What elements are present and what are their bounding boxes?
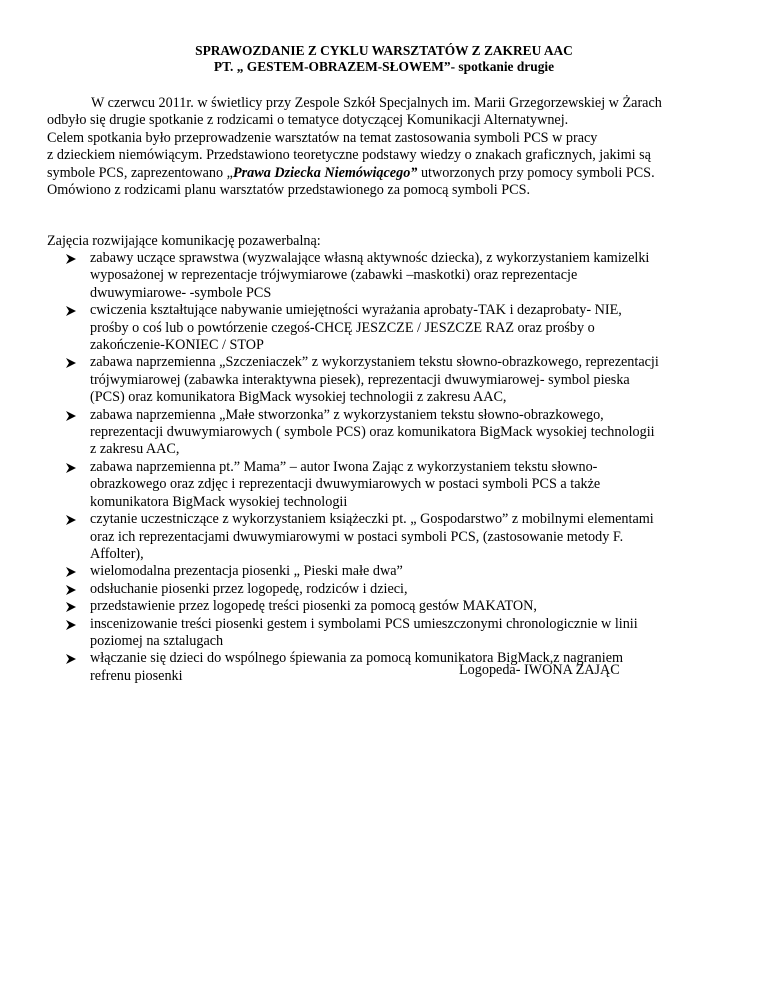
arrow-bullet-icon: [66, 654, 76, 664]
activity-text-line: refrenu piosenki: [90, 667, 183, 684]
activity-text-line: oraz ich reprezentacjami dwuwymiarowymi w postaci symboli PCS, (zastosowanie metody F.: [90, 528, 624, 545]
activity-list-item: [0, 650, 750, 685]
arrow-bullet-icon: [66, 463, 76, 473]
activity-text-line: Affolter),: [90, 545, 144, 562]
arrow-bullet-icon: [66, 602, 76, 612]
arrow-bullet-icon: [66, 358, 76, 368]
document-title-line-1: SPRAWOZDANIE Z CYKLU WARSZTATÓW Z ZAKREU AAC: [195, 43, 573, 58]
intro-line: z dzieckiem niemówiącym. Przedstawiono teoretyczne podstawy wiedzy o znakach graficznych, jakimi są: [47, 147, 651, 164]
activity-list-item: [0, 302, 750, 354]
document-title-line-2: PT. „ GESTEM-OBRAZEM-SŁOWEM”- spotkanie drugie: [213, 59, 555, 74]
section-heading: Zajęcia rozwijające komunikację pozawerbalną:: [47, 233, 321, 249]
activity-text-line: przedstawienie przez logopedę treści piosenki za pomocą gestów MAKATON,: [90, 598, 537, 615]
arrow-bullet-icon: [66, 567, 76, 577]
activity-text-line: wyposażonej w reprezentacje trójwymiarowe (zabawki –maskotki) oraz reprezentacje: [90, 267, 578, 284]
activity-text-line: cwiczenia kształtujące nabywanie umiejętności wyrażania aprobaty-TAK i dezaprobaty- NIE,: [90, 302, 622, 319]
activity-text-line: włączanie się dzieci do wspólnego śpiewania za pomocą komunikatora BigMack,z nagraniem: [90, 650, 624, 667]
activity-text-line: zabawy uczące sprawstwa (wyzwalające własną aktywnośc dziecka), z wykorzystaniem kamizelki: [90, 250, 650, 266]
intro-line: Celem spotkania było przeprowadzenie warsztatów na temat zastosowania symboli PCS w pracy: [47, 129, 598, 146]
activity-list-item: [0, 511, 750, 563]
activities-list: [0, 250, 768, 685]
activity-list-item: [0, 598, 750, 615]
activity-list-item: [0, 250, 750, 302]
activity-list-item: [0, 459, 750, 511]
intro-line: Omówiono z rodzicami planu warsztatów przedstawionego za pomocą symboli PCS.: [47, 182, 531, 199]
activity-list-item: [0, 354, 750, 406]
activity-text-line: trójwymiarowej (zabawka interaktywna piesek), reprezentacji dwuwymiarowej- symbol pieska: [90, 371, 630, 388]
arrow-bullet-icon: [66, 411, 76, 421]
intro-line: [47, 165, 747, 182]
activity-text-line: z zakresu AAC,: [90, 441, 180, 458]
activity-text-line: inscenizowanie treści piosenki gestem i symbolami PCS umieszczonymi chronologicznie w linii: [90, 615, 638, 632]
activity-list-item: [0, 616, 750, 651]
arrow-bullet-icon: [66, 620, 76, 630]
activity-text-line: (PCS) oraz komunikatora BigMack wysokiej technologii z zakresu AAC,: [90, 389, 507, 406]
arrow-bullet-icon: [66, 585, 76, 595]
activity-text-line: odsłuchanie piosenki przez logopedę, rodziców i dzieci,: [90, 580, 408, 597]
intro-paragraph: [47, 95, 747, 199]
activity-text-line: zakończenie-KONIEC / STOP: [90, 337, 264, 354]
signature: Logopeda- IWONA ZAJĄC: [459, 662, 620, 678]
activity-text-line: wielomodalna prezentacja piosenki „ Pieski małe dwa”: [90, 563, 403, 580]
intro-line: odbyło się drugie spotkanie z rodzicami o tematyce dotyczącej Komunikacji Alternatywnej.: [47, 112, 569, 129]
activity-text-line: komunikatora BigMack wysokiej technologii: [90, 493, 348, 510]
intro-text: symbole PCS, zaprezentowano „: [47, 164, 233, 181]
intro-text: utworzonych przy pomocy symboli PCS.: [417, 164, 655, 181]
activity-list-item: [0, 407, 750, 459]
activity-text-line: zabawa naprzemienna „Szczeniaczek” z wykorzystaniem tekstu słowno-obrazkowego, reprezentacji: [90, 354, 659, 371]
activity-text-line: reprezentacji dwuwymiarowych ( symbole PCS) oraz komunikatora BigMack wysokiej technologii: [90, 424, 655, 441]
activity-text-line: czytanie uczestniczące z wykorzystaniem książeczki pt. „ Gospodarstwo” z mobilnymi elementami: [90, 511, 654, 528]
activity-list-item: [0, 581, 750, 598]
activity-text-line: poziomej na sztalugach: [90, 632, 224, 649]
activity-list-item: [0, 563, 750, 580]
rights-title-emphasis: Prawa Dziecka Niemówiącego”: [232, 164, 418, 181]
activity-text-line: dwuwymiarowe- -symbole PCS: [90, 284, 272, 301]
intro-line: W czerwcu 2011r. w świetlicy przy Zespole Szkół Specjalnych im. Marii Grzegorzewskiej w Żarach: [91, 95, 662, 111]
arrow-bullet-icon: [66, 515, 76, 525]
activity-text-line: zabawa naprzemienna „Małe stworzonka” z wykorzystaniem tekstu słowno-obrazkowego,: [90, 406, 604, 423]
arrow-bullet-icon: [66, 306, 76, 316]
activity-text-line: prośby o coś lub o powtórzenie czegoś-CHCĘ JESZCZE / JESZCZE RAZ oraz prośby o: [90, 319, 595, 336]
activity-text-line: zabawa naprzemienna pt.” Mama” – autor Iwona Zając z wykorzystaniem tekstu słowno-: [90, 458, 598, 475]
arrow-bullet-icon: [66, 254, 76, 264]
activity-text-line: obrazkowego oraz zdjęc i reprezentacji dwuwymiarowych w postaci symboli PCS a także: [90, 476, 601, 493]
